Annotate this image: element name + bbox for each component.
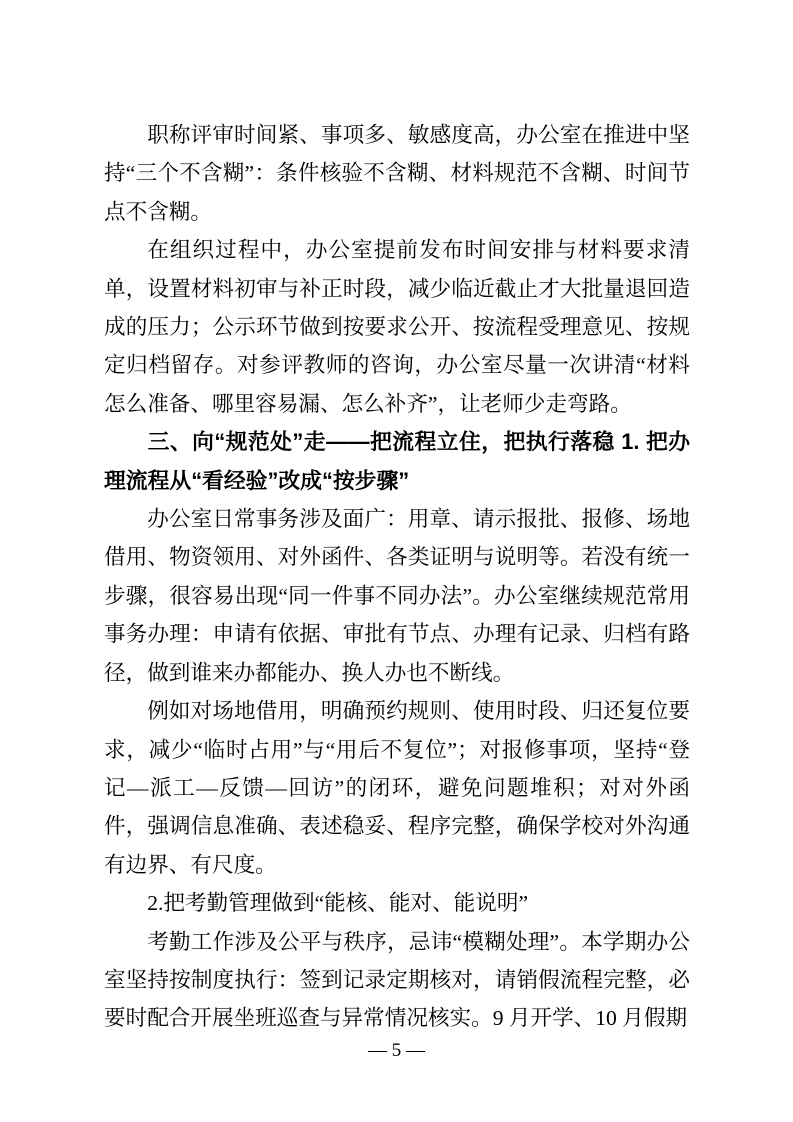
paragraph-2: 在组织过程中，办公室提前发布时间安排与材料要求清单，设置材料初审与补正时段，减少临近截止才大批量退回造成的压力；公示环节做到按要求公开、按流程受理意见、按规定归档留存。对参评教师的咨询，办公室尽量一次讲清“材料怎么准备、哪里容易漏、怎么补齐”，让老师少走弯路。 <box>104 238 690 416</box>
paragraph-1: 职称评审时间紧、事项多、敏感度高，办公室在推进中坚持“三个不含糊”：条件核验不含糊、材料规范不含糊、时间节点不含糊。 <box>104 123 690 224</box>
paragraph-4: 例如对场地借用，明确预约规则、使用时段、归还复位要求，减少“临时占用”与“用后不复位”；对报修事项，坚持“登记—派工—反馈—回访”的闭环，避免问题堆积；对对外函件，强调信息准确、表述稳妥、程序完整，确保学校对外沟通有边界、有尺度。 <box>104 699 690 877</box>
paragraph-3: 办公室日常事务涉及面广：用章、请示报批、报修、场地借用、物资领用、对外函件、各类证明与说明等。若没有统一步骤，很容易出现“同一件事不同办法”。办公室继续规范常用事务办理：申请有依据、审批有节点、办理有记录、归档有路径，做到谁来办都能办、换人办也不断线。 <box>104 507 690 685</box>
page-content <box>104 116 690 1038</box>
section-heading: 三、向“规范处”走——把流程立住，把执行落稳 1. 把办理流程从“看经验”改成“按步骤” <box>104 429 690 493</box>
subsection-heading: 2.把考勤管理做到“能核、能对、能说明” <box>147 891 529 916</box>
paragraph-5: 考勤工作涉及公平与秩序，忌讳“模糊处理”。本学期办公室坚持按制度执行：签到记录定期核对，请销假流程完整，必要时配合开展坐班巡查与异常情况核实。9 月开学、10 月假期 <box>104 929 690 1031</box>
page-number: — 5 — <box>368 1040 425 1061</box>
